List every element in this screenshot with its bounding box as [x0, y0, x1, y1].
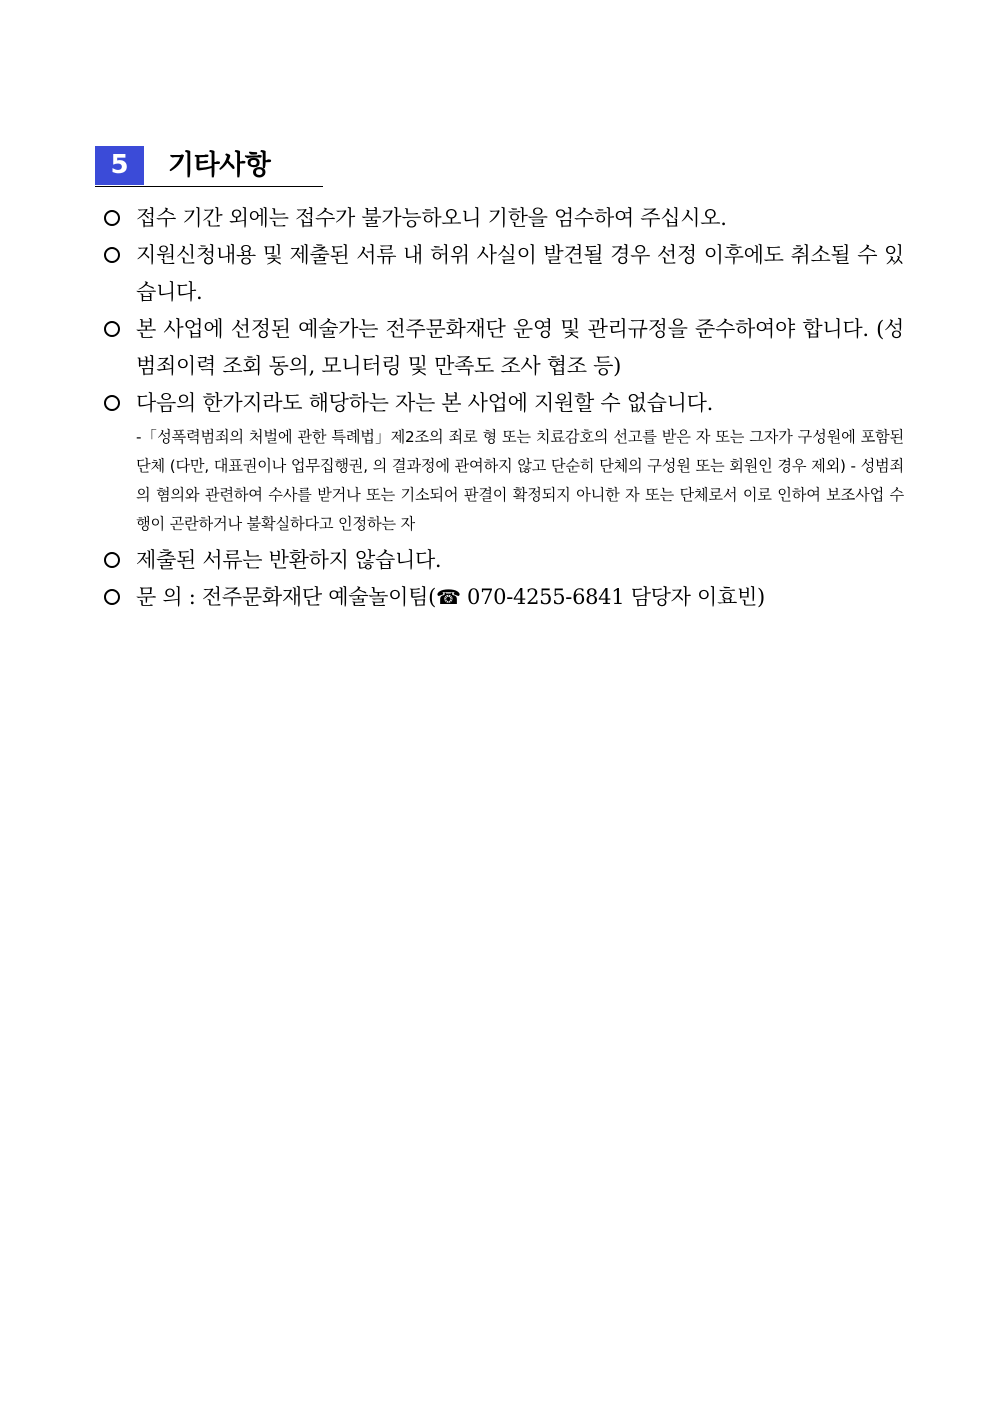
sub-note: -「성폭력범죄의 처벌에 관한 특례법」제2조의 죄로 형 또는 치료감호의 선고를 받은 자 또는 그자가 구성원에 포함된 단체 (다만, 대표권이나 업무집행권, 의 결과정에 관여하지 않고 단순히 단체의 구성원 또는 회원인 경우 제외) - 성범죄의 혐의와 관련하여 수사를 받거나 또는 기소되어 판결이 확정되지 아니한 자 또는 단체로서 이로 인하여 보조사업 수행이 곤란하거나 불확실하다고 인정하는 자: [136, 428, 904, 533]
list-item-text: 지원신청내용 및 제출된 서류 내 허위 사실이 발견될 경우 선정 이후에도 취소될 수 있습니다.: [136, 243, 904, 304]
circle-bullet-icon: [104, 589, 120, 605]
circle-bullet-icon: [104, 247, 120, 263]
section-number-badge: 5: [95, 146, 144, 185]
contact-item: [100, 579, 904, 616]
contact-person: 담당자 이효빈): [624, 585, 765, 609]
list-item-text: 다음의 한가지라도 해당하는 자는 본 사업에 지원할 수 없습니다.: [136, 391, 714, 415]
contact-separator: :: [188, 585, 196, 609]
section-header: [95, 146, 323, 187]
list-item-text: 본 사업에 선정된 예술가는 전주문화재단 운영 및 관리규정을 준수하여야 합니다. (성범죄이력 조회 동의, 모니터링 및 만족도 조사 협조 등): [136, 317, 904, 378]
circle-bullet-icon: [104, 210, 120, 226]
list-item-text: 제출된 서류는 반환하지 않습니다.: [136, 548, 442, 572]
list-item: [100, 542, 904, 579]
notice-list: [100, 200, 904, 616]
contact-org: 전주문화재단 예술놀이팀(: [201, 585, 437, 609]
phone-icon: ☎: [436, 585, 461, 609]
circle-bullet-icon: [104, 321, 120, 337]
list-item-text: 접수 기간 외에는 접수가 불가능하오니 기한을 엄수하여 주십시오.: [136, 206, 727, 230]
list-item: [100, 200, 904, 237]
contact-phone: 070-4255-6841: [460, 585, 625, 609]
list-item: [100, 237, 904, 311]
circle-bullet-icon: [104, 552, 120, 568]
contact-label: 문 의: [136, 585, 183, 609]
list-item: [100, 311, 904, 385]
list-item: [100, 385, 904, 422]
circle-bullet-icon: [104, 395, 120, 411]
section-title: 기타사항: [168, 150, 271, 181]
